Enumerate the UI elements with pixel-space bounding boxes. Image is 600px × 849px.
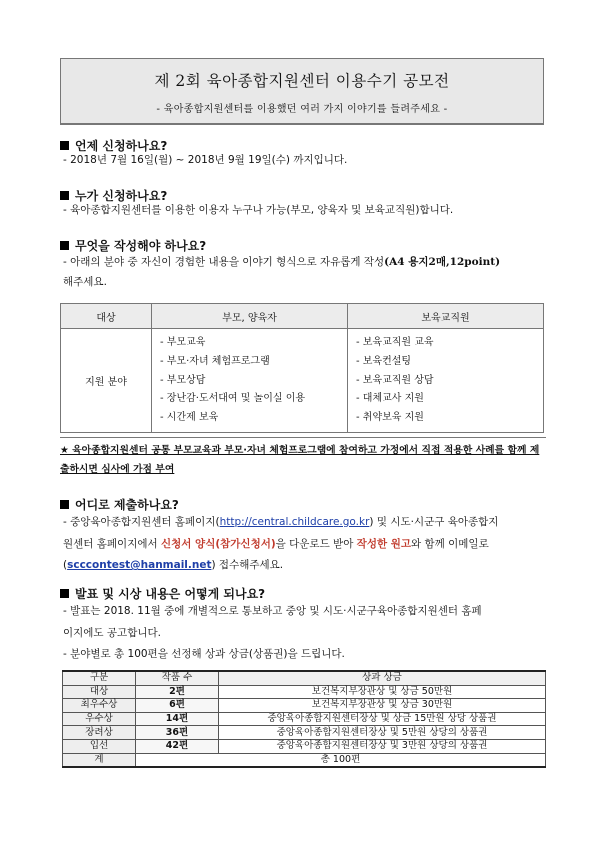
section-what-title-text: 무엇을 작성해야 하나요? xyxy=(75,239,207,253)
section-what-text-a: - 아래의 분야 중 자신이 경험한 내용을 이야기 형식으로 자유롭게 작성 xyxy=(63,256,385,268)
field-table-staff xyxy=(348,329,544,433)
field-table xyxy=(60,303,544,433)
award-name: 입선 xyxy=(63,739,136,753)
page-title: 제 2회 육아종합지원센터 이용수기 공모전 xyxy=(154,72,450,90)
award-table-header: 구분 xyxy=(63,671,136,685)
where-text: ) 접수해주세요. xyxy=(211,559,284,571)
email-link[interactable]: scccontest@hanmail.net xyxy=(67,559,212,571)
section-result-text xyxy=(63,601,553,666)
award-count: 42편 xyxy=(136,739,219,753)
award-prize: 보건복지부장관상 및 상금 50만원 xyxy=(219,685,546,699)
section-who-title-text: 누가 신청하나요? xyxy=(75,189,168,203)
field-table-header: 보육교직원 xyxy=(348,304,544,329)
list-item: - 부모·자녀 체험프로그램 xyxy=(160,355,270,367)
notice-text: ★ 육아종합지원센터 공통 부모교육과 부모·자녀 체험프로그램에 참여하고 가정에서 직접 적용한 사례를 함께 제출하시면 심사에 가점 부여 xyxy=(60,445,540,475)
field-table-row-label: 지원 분야 xyxy=(61,329,152,433)
notice-box xyxy=(60,437,546,479)
section-when-text: - 2018년 7월 16일(월) ~ 2018년 9월 19일(수) 까지입니다. xyxy=(63,154,348,166)
form-highlight: 신청서 양식(참가신청서) xyxy=(160,537,276,550)
award-count: 36편 xyxy=(136,726,219,740)
square-bullet-icon xyxy=(60,241,69,250)
award-prize: 보건복지부장관상 및 상금 30만원 xyxy=(219,699,546,713)
section-when-title-text: 언제 신청하나요? xyxy=(75,139,168,153)
award-prize: 중앙육아종합지원센터장상 및 상금 15만원 상당 상품권 xyxy=(219,712,546,726)
section-what-text-b: (A4 용지2매,12point) xyxy=(384,256,501,268)
field-table-header: 대상 xyxy=(61,304,152,329)
square-bullet-icon xyxy=(60,589,69,598)
list-item: - 보육교직원 상담 xyxy=(356,374,434,386)
award-name: 장려상 xyxy=(63,726,136,740)
table-row xyxy=(63,712,546,726)
award-table xyxy=(62,670,546,768)
homepage-link[interactable]: http://central.childcare.go.kr xyxy=(219,516,370,528)
section-where-title xyxy=(60,496,179,513)
award-count: 2편 xyxy=(136,685,219,699)
award-total-label: 계 xyxy=(63,753,136,767)
list-item: - 보육교직원 교육 xyxy=(356,337,434,348)
table-row xyxy=(63,685,546,699)
award-name: 우수상 xyxy=(63,712,136,726)
section-result-title-text: 발표 및 시상 내용은 어떻게 되나요? xyxy=(75,587,266,601)
list-item: - 대체교사 지원 xyxy=(356,393,424,405)
award-name: 최우수상 xyxy=(63,699,136,713)
award-count: 6편 xyxy=(136,699,219,713)
where-text: - 중앙육아종합지원센터 홈페이지( xyxy=(63,516,220,528)
field-table-parents xyxy=(152,329,348,433)
award-name: 대상 xyxy=(63,685,136,699)
list-item: - 부모교육 xyxy=(160,337,206,348)
page-subtitle: - 육아종합지원센터를 이용했던 여러 가지 이야기를 들려주세요 - xyxy=(156,104,448,115)
where-text: ) 및 시도·시군구 육아종합지 xyxy=(369,516,499,528)
section-what-text xyxy=(63,252,553,292)
square-bullet-icon xyxy=(60,500,69,509)
award-prize: 중앙육아종합지원센터장상 및 5만원 상당의 상품권 xyxy=(219,726,546,740)
award-count: 14편 xyxy=(136,712,219,726)
manuscript-highlight: 작성한 원고 xyxy=(356,537,412,550)
title-box xyxy=(60,58,544,125)
square-bullet-icon xyxy=(60,191,69,200)
where-text: 을 다운로드 받아 xyxy=(275,537,357,550)
where-text: 원센터 홈페이지에서 xyxy=(63,537,161,550)
list-item: - 취약보육 지원 xyxy=(356,412,424,424)
table-row xyxy=(63,726,546,740)
list-item: - 부모상담 xyxy=(160,374,206,386)
field-table-header: 부모, 양육자 xyxy=(152,304,348,329)
list-item: - 보육컨설팅 xyxy=(356,355,412,367)
where-text: ( xyxy=(63,559,68,571)
square-bullet-icon xyxy=(60,141,69,150)
section-who-text: - 육아종합지원센터를 이용한 이용자 누구나 가능(부모, 양육자 및 보육교직원)합니다. xyxy=(63,204,454,216)
table-row-total xyxy=(63,753,546,767)
where-text: 와 함께 이메일로 xyxy=(411,537,489,550)
award-table-header: 상과 상금 xyxy=(219,671,546,685)
list-item: - 시간제 보육 xyxy=(160,412,219,424)
table-row xyxy=(63,699,546,713)
section-where-title-text: 어디로 제출하나요? xyxy=(75,498,179,512)
award-total-value: 총 100편 xyxy=(136,753,546,767)
award-table-header: 작품 수 xyxy=(136,671,219,685)
section-what-text-c: 해주세요. xyxy=(63,276,107,288)
section-where-text xyxy=(63,512,553,577)
result-text: - 분야별로 총 100편을 선정해 상과 상금(상품권)을 드립니다. xyxy=(63,648,345,660)
award-prize: 중앙육아종합지원센터장상 및 3만원 상당의 상품권 xyxy=(219,739,546,753)
section-result-title xyxy=(60,585,265,602)
table-row xyxy=(63,739,546,753)
result-text: - 발표는 2018. 11월 중에 개별적으로 통보하고 중앙 및 시도·시군구육아종합지원센터 홈페 xyxy=(63,605,482,617)
result-text: 이지에도 공고합니다. xyxy=(63,626,161,639)
list-item: - 장난감·도서대여 및 놀이실 이용 xyxy=(160,393,306,405)
